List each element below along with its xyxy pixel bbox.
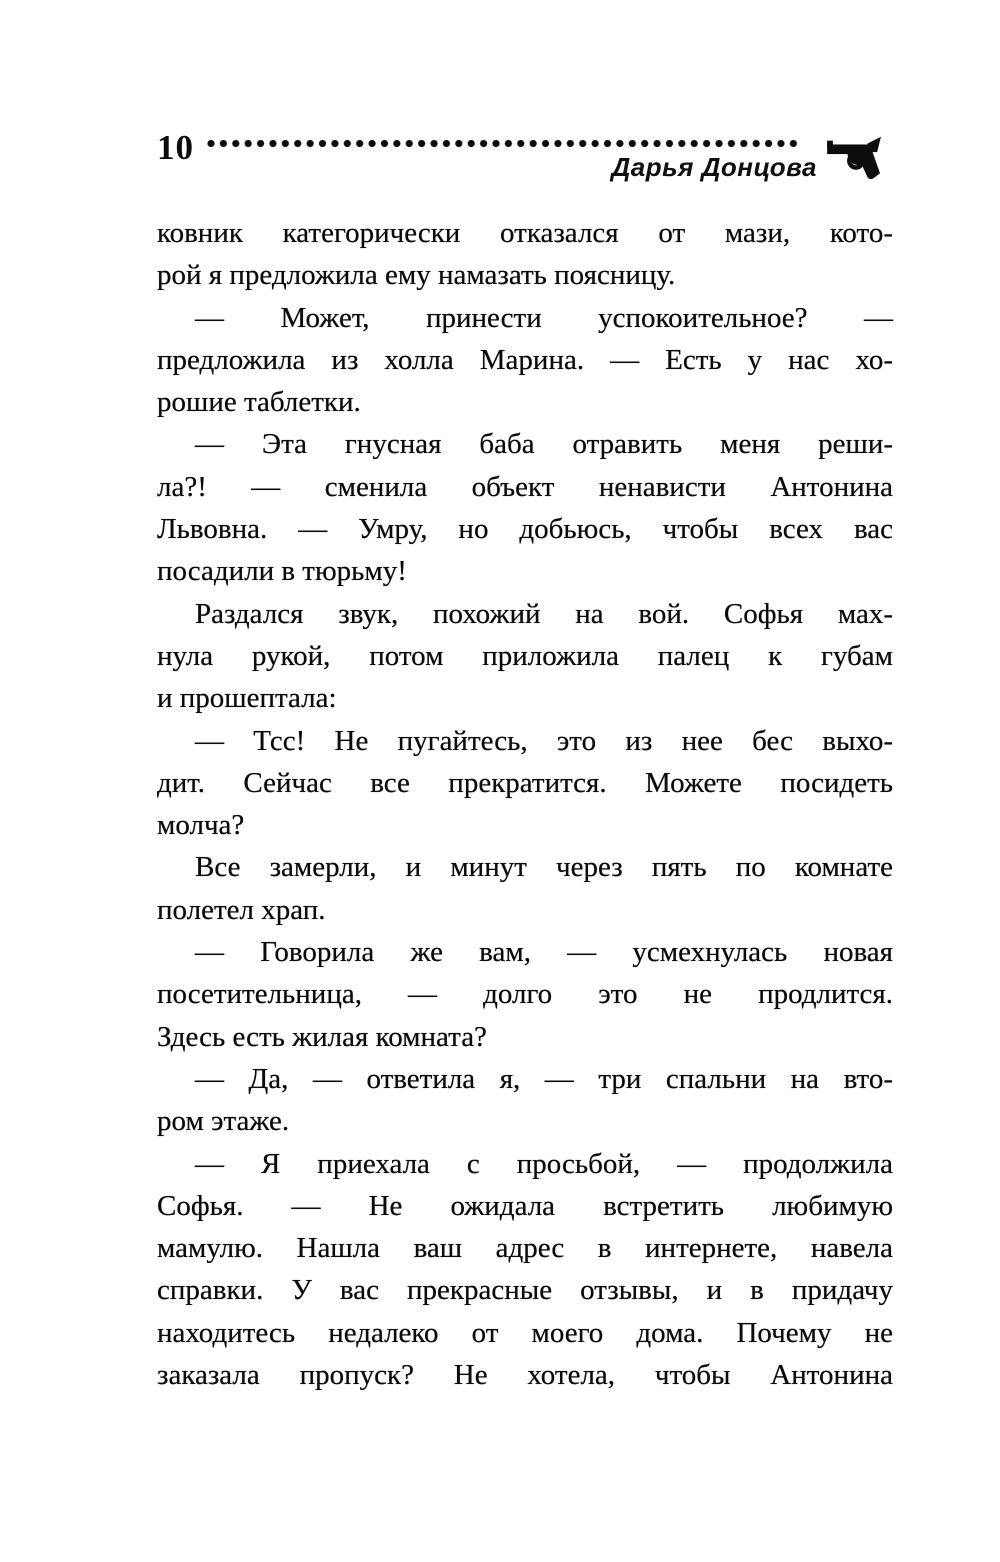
text-line: — Я приехала с просьбой, — продолжила (195, 1147, 893, 1180)
text-line: ром этаже. (157, 1105, 290, 1138)
text-line: заказала пропуск? Не хотела, чтобы Антонина (157, 1359, 893, 1392)
text-line: мамулю. Нашла ваш адрес в интернете, навела (157, 1232, 893, 1265)
text-line: — Говорила же вам, — усмехнулась новая (195, 936, 893, 969)
text-line: — Может, принести успокоительное? — (195, 301, 893, 334)
page-number: 10 (157, 128, 194, 167)
text-line: рошие таблетки. (157, 386, 361, 419)
dotted-divider (207, 139, 801, 148)
text-line: находитесь недалеко от моего дома. Почему не (157, 1316, 893, 1349)
text-line: — Тсс! Не пугайтесь, это из нее бес выхо- (195, 724, 893, 757)
text-line: Здесь есть жилая комната? (157, 1020, 487, 1053)
text-line: посадили в тюрьму! (157, 555, 407, 588)
text-line: — Эта гнусная баба отравить меня реши- (195, 428, 893, 461)
text-line: и прошептала: (157, 682, 337, 715)
text-line: Софья. — Не ожидала встретить любимую (157, 1189, 893, 1222)
text-line: справки. У вас прекрасные отзывы, и в придачу (157, 1274, 893, 1307)
text-line: рой я предложила ему намазать поясницу. (157, 259, 676, 292)
page-text (157, 212, 893, 1396)
text-line: посетительница, — долго это не продлится. (157, 978, 893, 1011)
text-line: Львовна. — Умру, но добьюсь, чтобы всех вас (157, 513, 893, 546)
author-name: Дарья Донцова (611, 152, 817, 182)
text-line: дит. Сейчас все прекратится. Можете посидеть (157, 766, 893, 799)
text-line: Раздался звук, похожий на вой. Софья мах- (195, 597, 893, 630)
text-line: предложила из холла Марина. — Есть у нас хо- (157, 343, 893, 376)
text-line: ковник категорически отказался от мази, кото- (157, 217, 893, 249)
text-line: нула рукой, потом приложила палец к губам (157, 639, 893, 672)
text-line: Все замерли, и минут через пять по комнате (195, 851, 893, 884)
text-line: — Да, — ответила я, — три спальни на вто- (195, 1062, 893, 1095)
text-line: полетел храп. (157, 893, 326, 926)
revolver-icon (826, 131, 884, 181)
text-line: молча? (157, 809, 245, 842)
text-line: ла?! — сменила объект ненависти Антонина (157, 470, 893, 503)
